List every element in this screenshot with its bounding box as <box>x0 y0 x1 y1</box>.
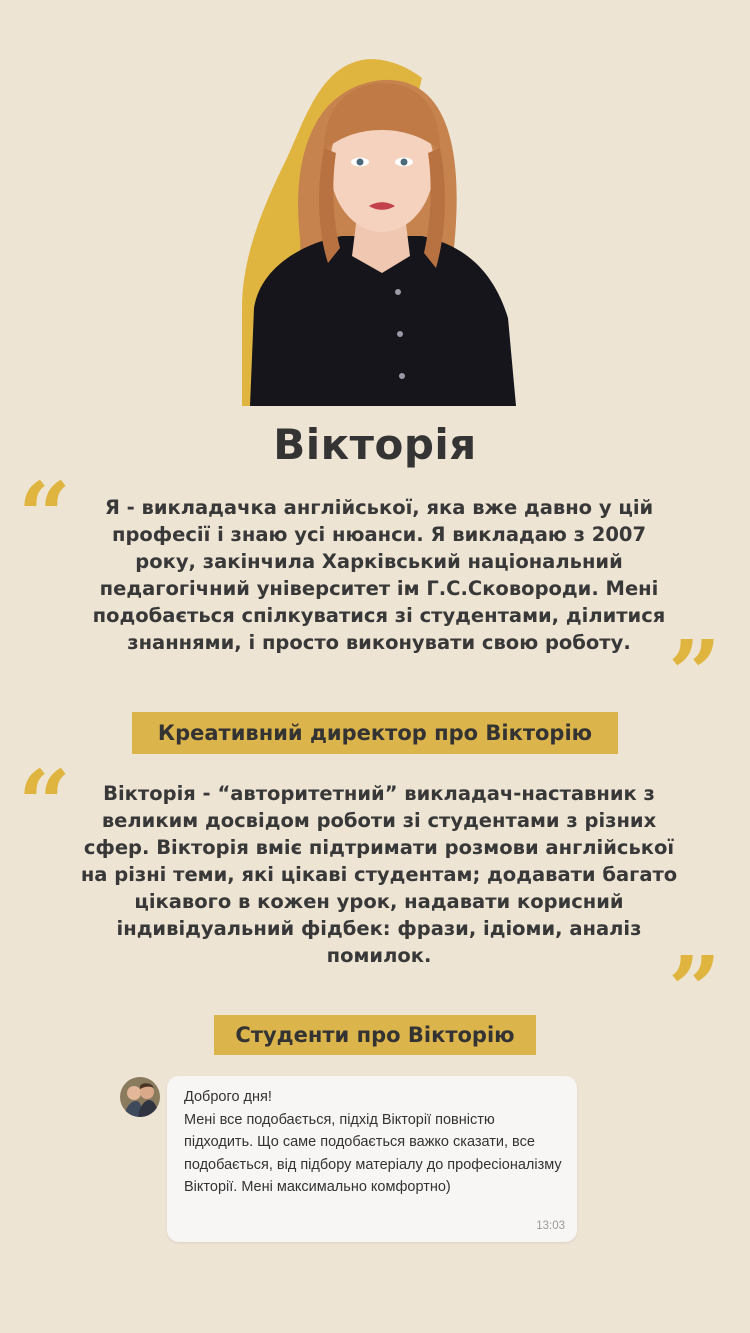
teacher-photo <box>232 58 520 406</box>
avatar <box>120 1077 160 1117</box>
students-section-title: Студенти про Вікторію <box>214 1015 536 1055</box>
student-message <box>167 1076 577 1242</box>
student-message-text: Доброго дня! Мені все подобається, підхід Вікторії повністю підходить. Що саме подобається важко сказати, все подобається, від підбору матеріалу до професіоналізму Вікторії. Мені максимально комфортно) <box>184 1089 562 1195</box>
director-quote: Вікторія - “авторитетний” викладач-наставник з великим досвідом роботи зі студентами з різних сфер. Вікторія вміє підтримати розмови англійської на різні теми, які цікаві студентам; додавати багато цікавого в кожен урок, надавати корисний індивідуальний фідбек: фрази, ідіоми, аналіз помилок. <box>80 782 678 967</box>
open-quote-icon: “ <box>18 750 71 858</box>
message-timestamp: 13:03 <box>536 1220 565 1232</box>
director-section-title: Креативний директор про Вікторію <box>132 712 618 754</box>
close-quote-icon: ” <box>668 936 721 1044</box>
teacher-name: Вікторія <box>273 420 477 469</box>
open-quote-icon: “ <box>18 462 71 570</box>
close-quote-icon: ” <box>668 620 721 728</box>
teacher-bio: Я - викладачка англійської, яка вже давно у цій професії і знаю усі нюанси. Я викладаю з 2007 року, закінчила Харківський національний педагогічний університет ім Г.С.Сковороди. Мені подобається спілкуватися зі студентами, ділитися знаннями, і просто виконувати свою роботу. <box>92 496 666 654</box>
